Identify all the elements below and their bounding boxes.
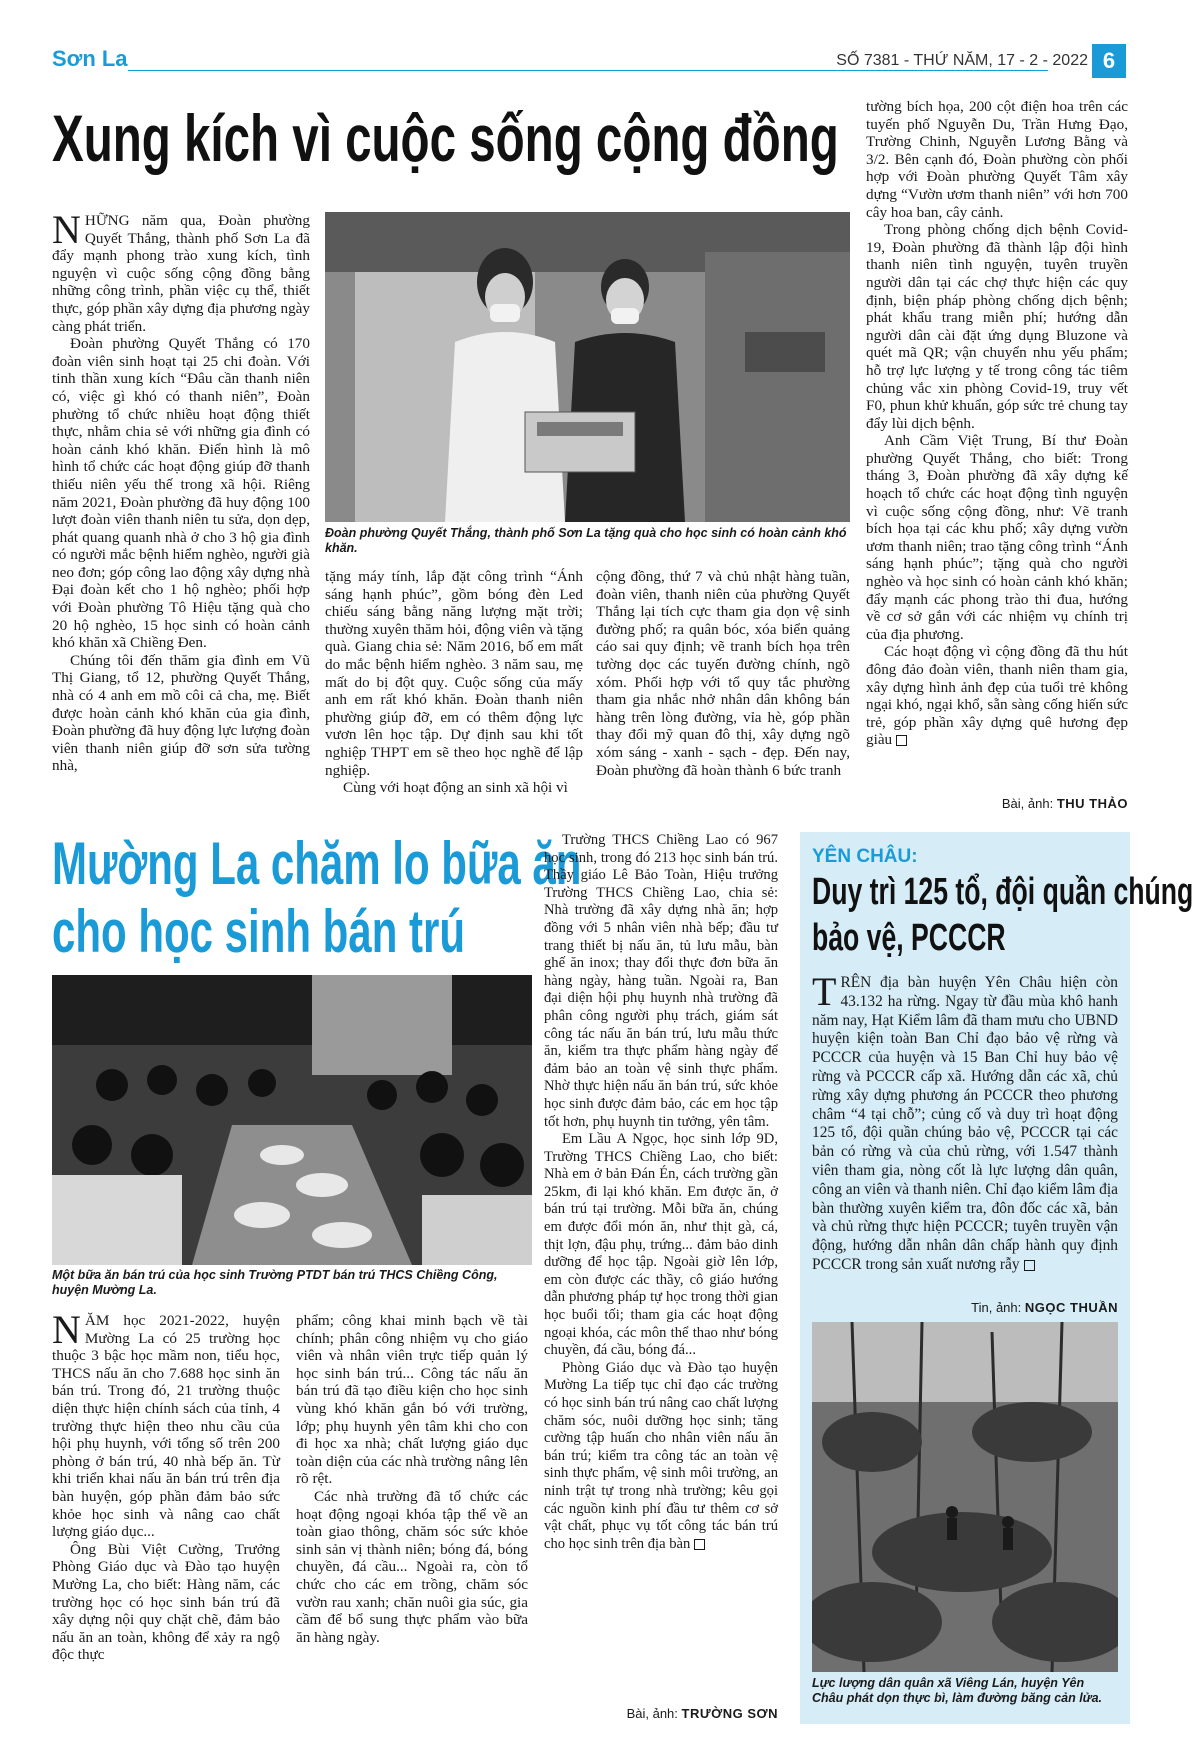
- dropcap: N: [52, 207, 81, 252]
- dropcap: T: [812, 969, 837, 1014]
- article1-photo-caption: Đoàn phường Quyết Thắng, thành phố Sơn La tặng quà cho học sinh có hoàn cảnh khó khăn.: [325, 526, 847, 555]
- article3-headline-line1: Duy trì 125 tổ, đội quần chúng: [812, 871, 1194, 913]
- article3-body-text: RÊN địa bàn huyện Yên Châu hiện còn 43.132 ha rừng. Ngay từ đầu mùa khô hanh năm nay, Hạt Kiểm lâm đã tham mưu cho UBND huyện kiện toàn Ban Chỉ đạo bảo vệ rừng và PCCCR của huyện và 15 Ban Chỉ huy bảo vệ rừng và PCCCR cấp xã. Hướng dẫn các xã, chủ rừng xây dựng phương án PCCCR theo phương châm “4 tại chỗ”; củng cố và duy trì hoạt động 125 tổ, đội quần chúng bảo vệ, PCCCR tại các bản có rừng và của chủ rừng, với 1.547 thành viên tham gia, nòng cốt là lực lượng dân quân, công an viên và thanh niên. Chỉ đạo kiểm lâm địa bàn thường xuyên kiểm tra, đôn đốc các xã, bản và chủ rừng thực hiện PCCCR; tuyên truyền vận động, hướng dẫn nhân dân chấp hành quy định PCCCR trong sản xuất nương rẫy: [812, 974, 1118, 1273]
- article3-photo-caption: Lực lượng dân quân xã Viêng Lán, huyện Yên Châu phát dọn thực bì, làm đường băng cản lửa.: [812, 1676, 1103, 1705]
- article2-closing-text: Phòng Giáo dục và Đào tạo huyện Mường La tiếp tục chỉ đạo các trường có học sinh bán trú nâng cao chất lượng chăm sóc, nuôi dưỡng học sinh; tăng cường tập huấn cho nhân viên nấu ăn bán trú; kiểm tra công tác an toàn vệ sinh thực phẩm, vệ sinh môi trường, an ninh trật tự trong nhà trường; kêu gọi các nguồn kinh phí đầu tư thêm cơ sở vật chất, phục vụ tốt công tác bán trú cho học sinh trên địa bàn: [544, 1359, 778, 1552]
- page-number-badge: 6: [1092, 44, 1126, 78]
- article2-headline-line2: cho học sinh bán trú: [52, 898, 466, 965]
- students-meal-photo: [52, 975, 532, 1265]
- issue-info: SỐ 7381 - THỨ NĂM, 17 - 2 - 2022: [836, 52, 1088, 69]
- article3-byline: Tin, ảnh: NGỌC THUẦN: [971, 1300, 1118, 1315]
- header-rule: [128, 70, 1048, 71]
- article1-closing-text: Các hoạt động vì cộng đồng đã thu hút đông đảo đoàn viên, thanh niên tham gia, xây dựng hình ảnh đẹp của tuổi trẻ không ngại khó, ngại khổ, sẵn sàng cống hiến sức trẻ, góp phần xây dựng quê hương đẹp giàu: [866, 643, 1128, 749]
- article2-column-1: N ĂM học 2021-2022, huyện Mường La có 25 trường học thuộc 3 bậc học mầm non, tiểu học, THCS nấu ăn cho 7.688 học sinh ăn bán trú. Trong đó, 21 trường thuộc diện thực hiện chính sách của tỉnh, 4 trường thực hiện theo nhu cầu của hội phụ huynh, với tổng số trên 200 phòng ở bán trú, 40 nhà bếp ăn. Từ khi triển khai nấu ăn bán trú trên địa bàn huyện, góp phần đảm bảo sức khỏe học sinh và nâng cao chất lượng giáo dục... Ông Bùi Việt Cường, Trưởng Phòng Giáo dục và Đào tạo huyện Mường La, cho biết: Hàng năm, các trường học có học sinh bán trú đã xây dựng nội quy chặt chẽ, đảm bảo nấu ăn an toàn, không để xảy ra ngộ độc thực: [52, 1307, 280, 1664]
- article1-photo: [325, 212, 850, 522]
- section-label: Sơn La: [52, 46, 128, 71]
- article2-headline-line1: Mường La chăm lo bữa ăn: [52, 830, 582, 897]
- article2-photo-caption: Một bữa ăn bán trú của học sinh Trường PTDT bán trú THCS Chiềng Công, huyện Mường La.: [52, 1268, 498, 1297]
- article2-byline: Bài, ảnh: TRƯỜNG SƠN: [626, 1706, 778, 1721]
- article1-column-4: tường bích họa, 200 cột điện hoa trên các tuyến phố Nguyễn Du, Trần Hưng Đạo, Trường Chinh, Nguyễn Lương Bằng và 3/2. Bên cạnh đó, Đoàn phường còn phối hợp với Đoàn phường Quyết Tâm xây dựng “Vườn ươm thanh niên” với hơn 700 cây hoa ban, cây cảnh. Trong phòng chống dịch bệnh Covid-19, Đoàn phường đã thành lập đội hình thanh niên tình nguyện, tuyên truyền người dân tại các chợ thực hiện các quy định, biện pháp phòng chống dịch bệnh; phát khẩu trang miễn phí; hướng dẫn người dân cài đặt ứng dụng Bluzone và quét mã QR; vận chuyển nhu yếu phẩm; hỗ trợ lực lượng y tế trong công tác tiêm chủng vắc xin phòng Covid-19, truy vết F0, phun khử khuẩn, góp sức trẻ chung tay đẩy lùi dịch bệnh. Anh Cầm Việt Trung, Bí thư Đoàn phường Quyết Thắng, cho biết: Trong tháng 3, Đoàn phường đã xây dựng kế hoạch tổ chức các hoạt động tình nguyện vì cuộc sống cộng đồng, như: Vẽ tranh bích họa tại các khu phố; xây dựng vườn ươm thanh niên; trao tặng công trình “Ánh sáng hạnh phúc”; tặng quà cho người nghèo và học sinh có hoàn cảnh khó khăn; đẩy mạnh các phong trào thi đua, hướng về cơ sở gắn với các nhiệm vụ chính trị của địa phương. Các hoạt động vì cộng đồng đã thu hút đông đảo đoàn viên, thanh niên tham gia, xây dựng hình ảnh đẹp của tuổi trẻ không ngại khó, ngại khổ, sẵn sàng cống hiến sức trẻ, góp phần xây dựng quê hương đẹp giàu: [866, 98, 1128, 749]
- article1-column-2: tặng máy tính, lắp đặt công trình “Ánh sáng hạnh phúc”, gồm bóng đèn Led chiếu sáng bằng năng lượng mặt trời; thường xuyên thăm hỏi, động viên và tặng quà. Giang chia sẻ: Năm 2016, bố em mất do mắc bệnh hiểm nghèo. 3 năm sau, mẹ mất do bị đột quỵ. Cuộc sống của mấy anh em rất khó khăn. Đoàn thanh niên phường giúp đỡ, em có thêm động lực vươn lên học tập. Dự định sau khi tốt nghiệp THPT em sẽ theo học nghề để lập nghiệp. Cùng với hoạt động an sinh xã hội vì: [325, 568, 583, 797]
- article1-byline: Bài, ảnh: THU THẢO: [1001, 796, 1128, 811]
- article3-kicker: YÊN CHÂU:: [812, 846, 918, 867]
- end-mark-icon: [896, 735, 907, 746]
- end-mark-icon: [694, 1539, 705, 1550]
- article2-column-3: Trường THCS Chiềng Lao có 967 học sinh, trong đó 213 học sinh bán trú. Thầy giáo Lê Bảo Toàn, Hiệu trưởng Trường THCS Chiềng Lao, chia sẻ: Nhà trường đã xây dựng nhà ăn; hợp đồng với 5 nhân viên nhà bếp; đầu tư trang thiết bị nấu ăn, tủ lưu mẫu, bàn ghế ăn inox; thay đổi thực đơn bữa ăn hàng ngày, hàng tuần. Ngoài ra, Ban đại diện hội phụ huynh nhà trường đã phân công người phụ trách, giám sát công tác nấu ăn bán trú, lưu mẫu thức ăn, kiểm tra thực phẩm hàng ngày để đảm bảo an toàn vệ sinh thực phẩm. Nhờ thực hiện nấu ăn bán trú, sức khỏe học sinh được đảm bảo, các em học tập tốt hơn, phụ huynh tin tưởng, yên tâm. Em Lầu A Ngọc, học sinh lớp 9D, Trường THCS Chiềng Lao, cho biết: Nhà em ở bản Đán Én, cách trường gần 25km, đi lại khó khăn. Em được ăn, ở bán trú tại trường. Mỗi bữa ăn, chúng em được đổi món ăn, như thịt gà, cá, thịt lợn, đậu phụ, trứng... đảm bảo dinh dưỡng để học tập. Ngoài giờ lên lớp, em còn được các thầy, cô giáo hướng dẫn phương pháp tự học trong thời gian học buổi tối; tham gia các hoạt động ngoại khóa, các môn thể thao như bóng chuyền, đá cầu, bóng đá... Phòng Giáo dục và Đào tạo huyện Mường La tiếp tục chỉ đạo các trường có học sinh bán trú nâng cao chất lượng chăm sóc, nuôi dưỡng học sinh; tăng cường tập huấn cho nhân viên nấu ăn bán trú; kiểm tra công tác an toàn vệ sinh thực phẩm, vệ sinh môi trường, an ninh trật tự trong nhà trường; kêu gọi các nguồn kinh phí đầu tư thêm cơ sở vật chất, phục vụ tốt công tác bán trú cho học sinh trên địa bàn: [544, 832, 778, 1552]
- article3-photo: [812, 1322, 1118, 1672]
- article1-column-1: N HỮNG năm qua, Đoàn phường Quyết Thắng, thành phố Sơn La đã đẩy mạnh phong trào xung kích, tình nguyện vì cuộc sống cộng đồng bằng những công trình, phần việc cụ thể, thiết thực, góp phần xây dựng địa phương ngày càng phát triển. Đoàn phường Quyết Thắng có 170 đoàn viên sinh hoạt tại 25 chi đoàn. Với tinh thần xung kích “Đâu cần thanh niên có, việc gì khó có thanh niên”, Đoàn phường tổ chức nhiều hoạt động thiết thực, nhằm chia sẻ với những gia đình có hoàn cảnh khó khăn. Điển hình là mô hình tổ chức các hoạt động giúp đỡ thanh thiếu niên yếu thế trong xã hội. Riêng năm 2021, Đoàn phường đã huy động 100 lượt đoàn viên thanh niên tu sửa, dọn dẹp, phát quang quanh nhà ở cho 3 hộ gia đình có người mắc bệnh hiểm nghèo, người già neo đơn; góp công lao động xây dựng nhà Đại đoàn kết cho 1 hộ nghèo; phối hợp với Đoàn phường Tô Hiệu tặng quà cho 20 hộ nghèo, 15 học sinh có hoàn cảnh khó khăn xã Chiềng Đen. Chúng tôi đến thăm gia đình em Vũ Thị Giang, tổ 12, phường Quyết Thắng, nhà có 4 anh em mồ côi cả cha, mẹ. Biết được hoàn cảnh khó khăn của gia đình, Đoàn phường đã huy động lực lượng đoàn viên thanh niên giúp đỡ sơn sửa tường nhà,: [52, 207, 310, 775]
- article1-column-3: cộng đồng, thứ 7 và chủ nhật hàng tuần, đoàn viên, thanh niên của phường Quyết Thắng lại tích cực tham gia dọn vệ sinh đường phố; ra quân bóc, xóa biển quảng cáo sai quy định; vẽ tranh bích họa trên tường dọc các tuyến đường chính, ngõ xóm. Phối hợp với tổ quy tắc phường tham gia nhắc nhở nhân dân không bán hàng trên lòng đường, vỉa hè, góp phần thay đổi mỹ quan đô thị, xây dựng ngõ xóm sáng - xanh - sạch - đẹp. Đến nay, Đoàn phường đã hoàn thành 6 bức tranh: [596, 568, 850, 779]
- gift-giving-photo: [325, 212, 850, 522]
- article2-column-2: phẩm; công khai minh bạch về tài chính; phân công nhiệm vụ cho giáo viên và nhân viên trực tiếp quản lý học sinh bán trú... Công tác nấu ăn bán trú đã tạo điều kiện cho học sinh vùng khó khăn gắn bó với trường, lớp; phụ huynh yên tâm khi cho con đi học xa nhà; chất lượng giáo dục toàn diện của các nhà trường nâng lên rõ rệt. Các nhà trường đã tổ chức các hoạt động ngoại khóa tập thể về an toàn giao thông, chăm sóc sức khỏe sinh sản vị thành niên; bóng đá, bóng chuyền, đá cầu... Ngoài ra, còn tổ chức cho các em trồng, chăm sóc vườn rau xanh; chăn nuôi gia súc, gia cầm để bổ sung thực phẩm vào bữa ăn hàng ngày.: [296, 1312, 528, 1646]
- article-headline: Xung kích vì cuộc sống cộng đồng: [52, 101, 839, 175]
- article2-photo: [52, 975, 532, 1265]
- dropcap: N: [52, 1307, 81, 1352]
- forest-firebreak-photo: [812, 1322, 1118, 1672]
- article3-headline-line2: bảo vệ, PCCCR: [812, 917, 1006, 959]
- end-mark-icon: [1024, 1260, 1035, 1271]
- article3-body: [812, 969, 1118, 1275]
